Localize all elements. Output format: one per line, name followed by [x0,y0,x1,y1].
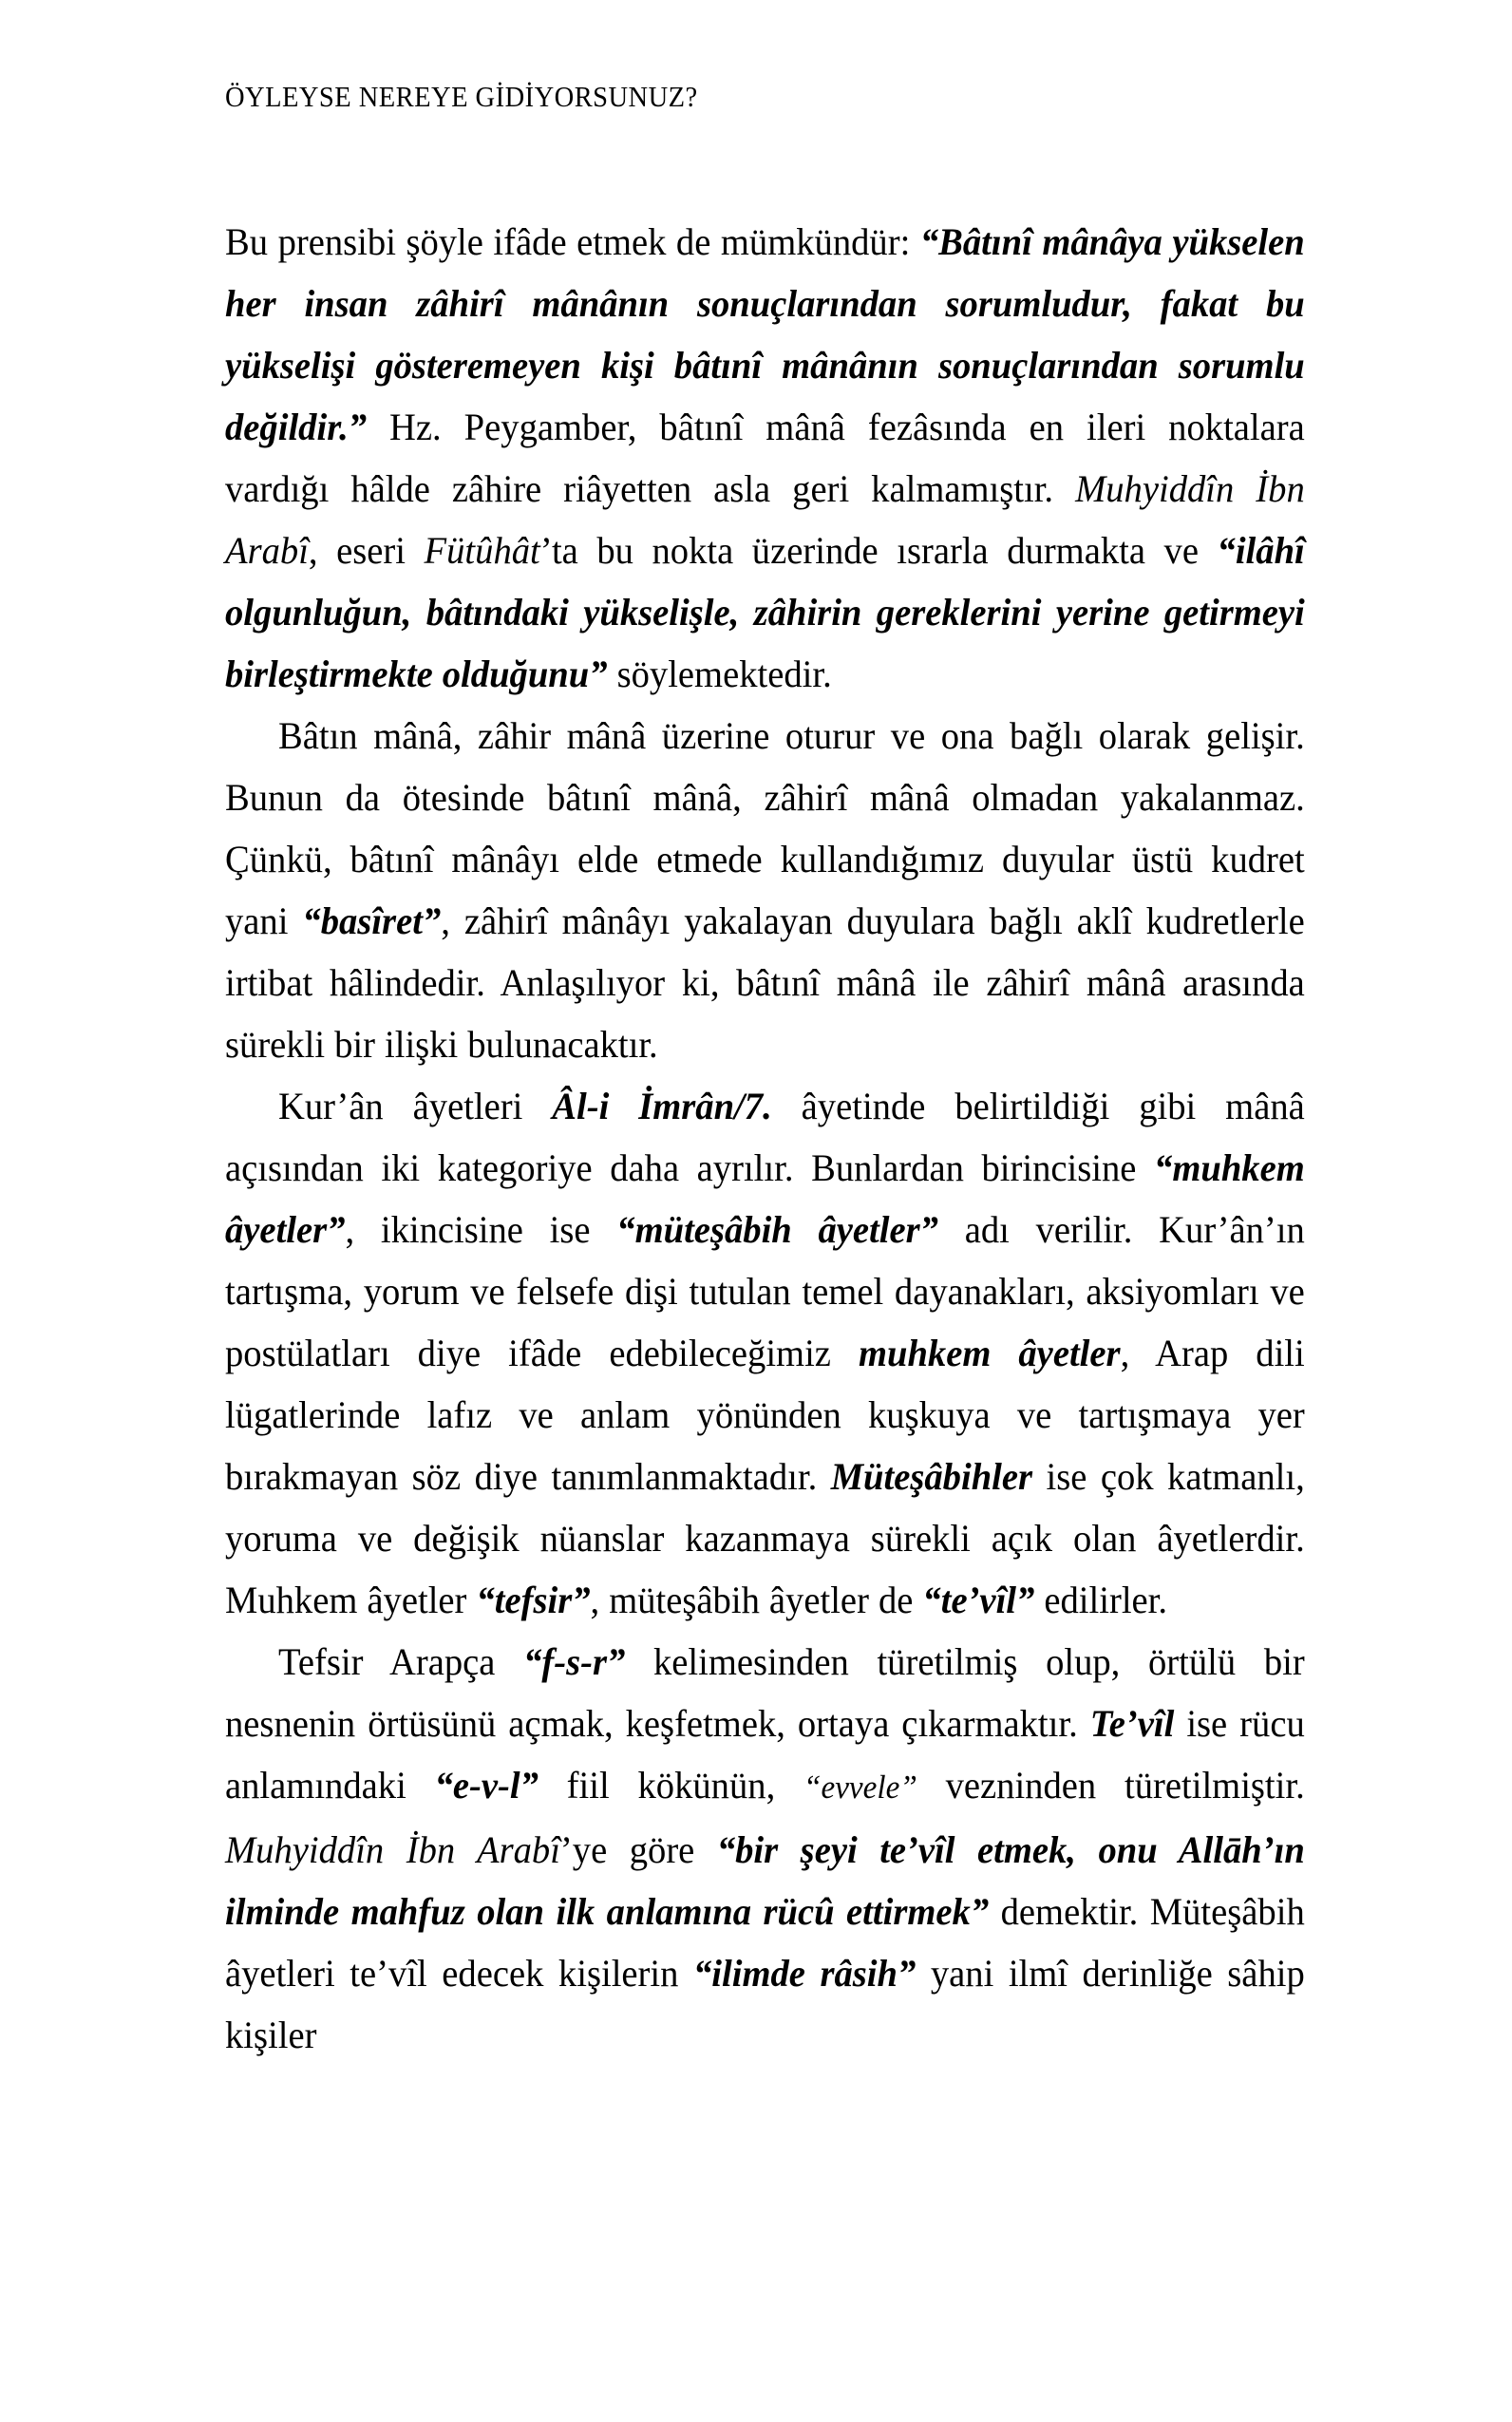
emphasis-bold-italic: “muhkem âyetler” [225,1146,1305,1251]
emphasis-italic: Fütûhât [424,529,540,572]
emphasis-bold-italic: “te’vîl” [922,1579,1035,1621]
emphasis-bold-italic: Âl-i İmrân/7. [552,1085,772,1127]
emphasis-bold-italic: “müteşâbih âyetler” [616,1208,938,1251]
emphasis-italic: Muhyiddîn İbn Arabî [225,1828,560,1871]
running-header: ÖYLEYSE NEREYE GİDİYORSUNUZ? [225,80,698,113]
emphasis-italic-small: “evvele” [803,1769,917,1806]
paragraph-p3: Kur’ân âyetleri Âl-i İmrân/7. âyetinde belirtildiği gibi mânâ açısından iki kategoriye daha ayrılır. Bunlardan birincisine “muhkem âyetler”, ikincisine ise “müteşâbih âyetler” adı verilir. Kur’ân’ın tartışma, yorum ve felsefe dişi tutulan temel dayanakları, aksiyomları ve postülatları diye ifâde edebileceğimiz muhkem âyetler, Arap dili lügatlerinde lafız ve anlam yönünden kuşkuya ve tartışmaya yer bırakmayan söz diye tanımlanmaktadır. Müteşâbihler ise çok katmanlı, yoruma ve değişik nüanslar kazanmaya sürekli açık olan âyetlerdir. Muhkem âyetler “tefsir”, müteşâbih âyetler de “te’vîl” edilirler. [225,1085,1305,1621]
paragraph-p4: Tefsir Arapça “f-s-r” kelimesinden türetilmiş olup, örtülü bir nesnenin örtüsünü açmak, keşfetmek, ortaya çıkarmaktır. Te’vîl ise rücu anlamındaki “e-v-l” fiil kökünün, “evvele” vezninden türetilmiştir. Muhyiddîn İbn Arabî’ye göre “bir şeyi te’vîl etmek, onu Allāh’ın ilminde mahfuz olan ilk anlamına rücû ettirmek” demektir. Müteşâbih âyetleri te’vîl edecek kişilerin “ilimde râsih” yani ilmî derinliğe sâhip kişiler [225,1640,1305,2056]
emphasis-bold-italic: “bir şeyi te’vîl etmek, onu Allāh’ın ilminde mahfuz olan ilk anlamına rücû ettirmek” [225,1828,1305,1933]
emphasis-bold-italic: “tefsir” [476,1579,591,1621]
emphasis-bold-italic: “ilâhî olgunluğun, bâtındaki yükselişle, zâhirin gereklerini yerine getirmeyi birleştirmekte olduğunu” [225,529,1305,695]
emphasis-bold-italic: “basîret” [302,899,442,942]
emphasis-bold-italic: muhkem âyetler [858,1332,1121,1374]
emphasis-bold-italic: “f-s-r” [523,1640,626,1683]
emphasis-bold-italic: “e-v-l” [434,1764,539,1807]
emphasis-bold-italic: Te’vîl [1089,1702,1175,1745]
emphasis-italic: Muhyiddîn İbn Arabî [225,467,1305,572]
emphasis-bold-italic: Müteşâbihler [830,1455,1033,1498]
body-text-block [225,211,1305,2066]
paragraph-p1: Bu prensibi şöyle ifâde etmek de mümkündür: “Bâtınî mânâya yükselen her insan zâhirî mânânın sonuçlarından sorumludur, fakat bu yükselişi gösteremeyen kişi bâtınî mânânın sonuçlarından sorumlu değildir.” Hz. Peygamber, bâtınî mânâ fezâsında en ileri noktalara vardığı hâlde zâhire riâyetten asla geri kalmamıştır. Muhyiddîn İbn Arabî, eseri Fütûhât’ta bu nokta üzerinde ısrarla durmakta ve “ilâhî olgunluğun, bâtındaki yükselişle, zâhirin gereklerini yerine getirmeyi birleştirmekte olduğunu” söylemektedir. [225,220,1305,695]
paragraph-p2: Bâtın mânâ, zâhir mânâ üzerine oturur ve ona bağlı olarak gelişir. Bunun da ötesinde bâtınî mânâ, zâhirî mânâ olmadan yakalanmaz. Çünkü, bâtınî mânâyı elde etmede kullandığımız duyular üstü kudret yani “basîret”, zâhirî mânâyı yakalayan duyulara bağlı aklî kudretlerle irtibat hâlindedir. Anlaşılıyor ki, bâtınî mânâ ile zâhirî mânâ arasında sürekli bir ilişki bulunacaktır. [225,714,1305,1066]
emphasis-bold-italic: “ilimde râsih” [692,1952,917,1995]
emphasis-bold-italic: “Bâtınî mânâya yükselen her insan zâhirî mânânın sonuçlarından sorumludur, fakat bu yükselişi gösteremeyen kişi bâtınî mânânın sonuçlarından sorumlu değildir.” [225,220,1305,448]
